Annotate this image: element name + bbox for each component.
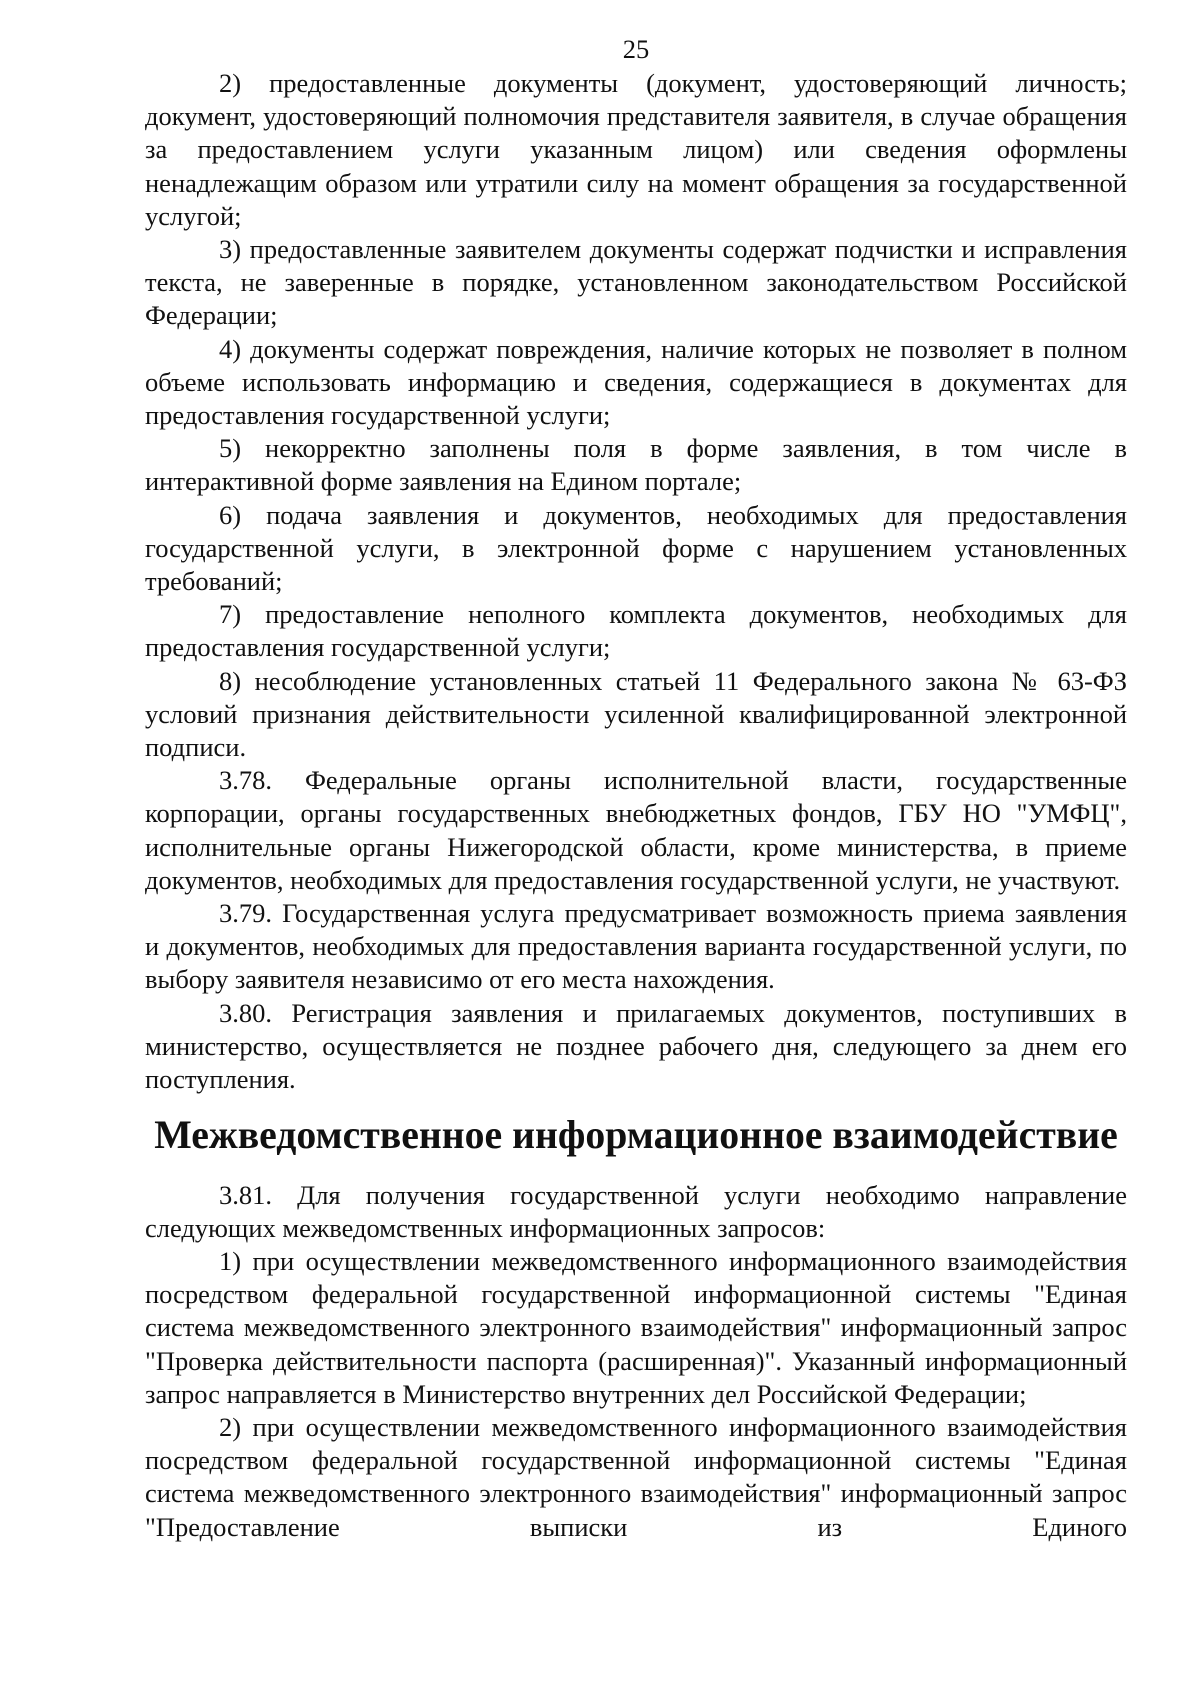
- document-body: [145, 67, 1127, 1544]
- paragraph-3-81-item-1: 1) при осуществлении межведомственного информационного взаимодействия посредством федеральной государственной информационной системы "Единая система межведомственного электронного взаимодействия" информационный запрос "Проверка действительности паспорта (расширенная)". Указанный информационный запрос направляется в Министерство внутренних дел Российской Федерации;: [145, 1245, 1127, 1409]
- section-heading: Межведомственное информационное взаимодействие: [154, 1113, 1118, 1158]
- paragraph-item-8-signature: 8) несоблюдение установленных статьей 11 Федерального закона № 63-ФЗ условий признания действительности усиленной квалифицированной электронной подписи.: [145, 665, 1127, 763]
- paragraph-3-81-item-2: 2) при осуществлении межведомственного информационного взаимодействия посредством федеральной государственной информационной системы "Единая система межведомственного электронного взаимодействия" информационный запрос "Предоставление выписки из Единого: [145, 1411, 1127, 1542]
- paragraph-item-3-erasures: 3) предоставленные заявителем документы содержат подчистки и исправления текста, не заверенные в порядке, установленном законодательством Российской Федерации;: [145, 234, 1127, 331]
- paragraph-item-6-electronic-submission: 6) подача заявления и документов, необходимых для предоставления государственной услуги, в электронной форме с нарушением установленных требований;: [145, 499, 1127, 597]
- page-number: 25: [622, 34, 650, 64]
- paragraph-3-78: 3.78. Федеральные органы исполнительной власти, государственные корпорации, органы государственных внебюджетных фондов, ГБУ НО "УМФЦ", исполнительные органы Нижегородской области, кроме министерства, в приеме документов, необходимых для предоставления государственной услуги, не участвуют.: [145, 765, 1127, 895]
- paragraph-3-81: 3.81. Для получения государственной услуги необходимо направление следующих межведомственных информационных запросов:: [145, 1179, 1127, 1243]
- paragraph-item-7-incomplete-set: 7) предоставление неполного комплекта документов, необходимых для предоставления государственной услуги;: [145, 599, 1127, 663]
- paragraph-3-79: 3.79. Государственная услуга предусматривает возможность приема заявления и документов, необходимых для предоставления варианта государственной услуги, по выбору заявителя независимо от его места нахождения.: [145, 898, 1127, 995]
- paragraph-item-4-damage: 4) документы содержат повреждения, наличие которых не позволяет в полном объеме использовать информацию и сведения, содержащиеся в документах для предоставления государственной услуги;: [145, 333, 1127, 431]
- paragraph-item-2-documents-invalid: 2) предоставленные документы (документ, удостоверяющий личность; документ, удостоверяющий полномочия представителя заявителя, в случае обращения за предоставлением услуги указанным лицом) или сведения оформлены ненадлежащим образом или утратили силу на момент обращения за государственной услугой;: [145, 68, 1127, 231]
- paragraph-3-80: 3.80. Регистрация заявления и прилагаемых документов, поступивших в министерство, осуществляется не позднее рабочего дня, следующего за днем его поступления.: [145, 997, 1127, 1095]
- paragraph-item-5-form-fields: 5) некорректно заполнены поля в форме заявления, в том числе в интерактивной форме заявления на Едином портале;: [145, 433, 1127, 497]
